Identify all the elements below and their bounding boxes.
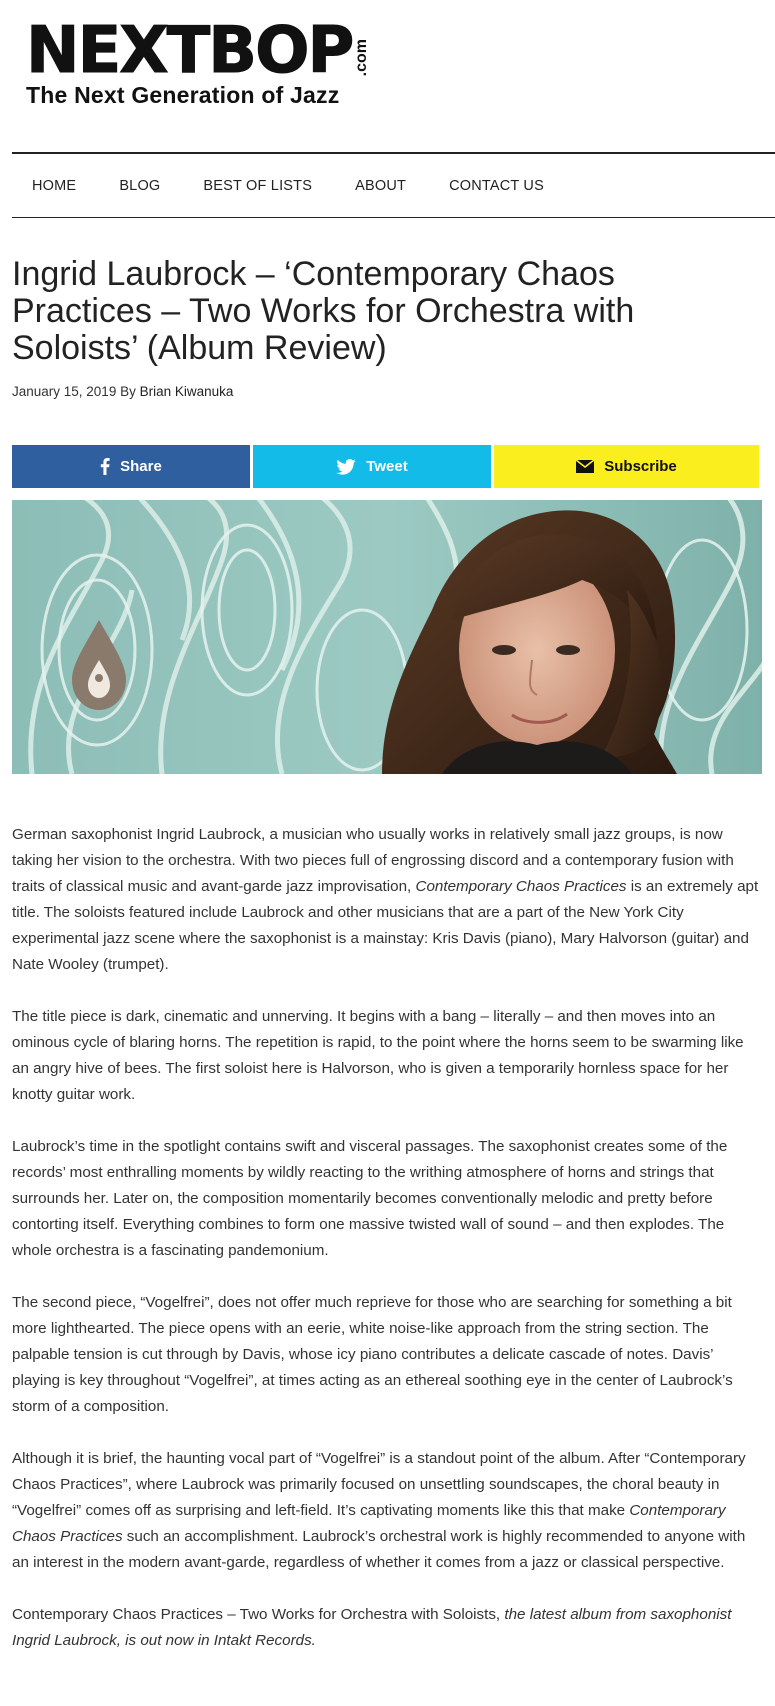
article-paragraph-2: The title piece is dark, cinematic and unnerving. It begins with a bang – literally – and then moves into an ominous cycle of blaring horns. The repetition is rapid, to the point where the horns seem to be swarming like an angry hive of bees. The first soloist here is Halvorson, who is given a temporarily hornless space for her knotty guitar work. <box>12 1008 744 1103</box>
subscribe-label: Subscribe <box>604 458 677 475</box>
article-paragraph-3: Laubrock’s time in the spotlight contains swift and visceral passages. The saxophonist creates some of the records’ most enthralling moments by wildly reacting to the writhing atmosphere of horns and strings that surrounds her. Later on, the composition momentarily becomes conventionally melodic and pretty before contorting itself. Everything combines to form one massive twisted wall of sound – and then explodes. The whole orchestra is a fascinating pandemonium. <box>12 1138 728 1259</box>
hero-image <box>12 500 762 774</box>
article-paragraph-6 <box>12 1602 762 1654</box>
facebook-icon <box>100 458 110 475</box>
article-by: By <box>120 384 136 399</box>
article-body <box>12 822 762 1680</box>
nav-item-best-of-lists[interactable]: BEST OF LISTS <box>203 177 313 194</box>
nav-item-contact-us[interactable]: CONTACT US <box>449 177 544 194</box>
album-title-italic: Contemporary Chaos Practices <box>415 878 627 895</box>
logo-tagline: The Next Generation of Jazz <box>26 82 340 108</box>
article-author-link[interactable]: Brian Kiwanuka <box>139 384 234 399</box>
twitter-tweet-label: Tweet <box>366 458 408 475</box>
share-bar <box>12 445 759 488</box>
twitter-icon <box>336 459 356 475</box>
hero-illustration <box>12 500 762 774</box>
facebook-share-button[interactable] <box>12 445 250 488</box>
article-date: January 15, 2019 <box>12 384 117 399</box>
site-logo[interactable] <box>26 14 386 122</box>
article-paragraph-5 <box>12 1446 762 1576</box>
paragraph-text: German saxophonist Ingrid Laubrock, a musician who usually works in relatively small jazz groups, is now taking her vision to the orchestra. With two pieces full of engrossing discord and a contemporary fusion with traits of classical music and avant-garde jazz improvisation, <box>12 826 734 895</box>
twitter-tweet-button[interactable] <box>253 445 491 488</box>
closing-italic: the latest album from saxophonist Ingrid Laubrock, is out now in Intakt Records. <box>12 1606 732 1649</box>
logo-wordmark-row <box>26 14 386 88</box>
paragraph-text: is an extremely apt title. The soloists featured include Laubrock and other musicians that are a part of the New York City experimental jazz scene where the saxophonist is a mainstay: Kris Davis (piano), Mary Halvorson (guitar) and Nate Wooley (trumpet). <box>12 878 759 973</box>
article-meta <box>12 384 233 399</box>
paragraph-text: such an accomplishment. Laubrock’s orchestral work is highly recommended to anyone with an interest in the modern avant-garde, regardless of whether it comes from a jazz or classical perspective. <box>12 1528 746 1571</box>
article-title: Ingrid Laubrock – ‘Contemporary Chaos Practices – Two Works for Orchestra with Soloists’ (Album Review) <box>12 255 635 367</box>
nav-item-about[interactable]: ABOUT <box>355 177 407 194</box>
logo-wordmark: NEXTBOP <box>26 14 353 88</box>
envelope-icon <box>576 460 594 473</box>
article-paragraph-1 <box>12 822 762 978</box>
nav-item-blog[interactable]: BLOG <box>119 177 161 194</box>
article-paragraph-4: The second piece, “Vogelfrei”, does not offer much reprieve for those who are searching for something a bit more lighthearted. The piece opens with an eerie, white noise-like approach from the string section. The palpable tension is cut through by Davis, whose icy piano contributes a delicate cascade of notes. Davis’ playing is key throughout “Vogelfrei”, at times acting as an ethereal soothing eye in the center of Laubrock’s storm of a composition. <box>12 1294 733 1415</box>
nav-item-home[interactable]: HOME <box>32 177 77 194</box>
paragraph-text: Although it is brief, the haunting vocal part of “Vogelfrei” is a standout point of the album. After “Contemporary Chaos Practices”, where Laubrock was primarily focused on unsettling soundscapes, the choral beauty in “Vogelfrei” comes off as surprising and left-field. It’s captivating moments like this that make <box>12 1450 746 1519</box>
facebook-share-label: Share <box>120 458 162 475</box>
paragraph-text: Contemporary Chaos Practices – Two Works for Orchestra with Soloists, <box>12 1606 501 1623</box>
subscribe-button[interactable] <box>494 445 759 488</box>
album-title-italic: Contemporary Chaos Practices <box>12 1502 726 1545</box>
logo-dotcom: .com <box>353 38 371 76</box>
main-nav <box>12 152 775 218</box>
